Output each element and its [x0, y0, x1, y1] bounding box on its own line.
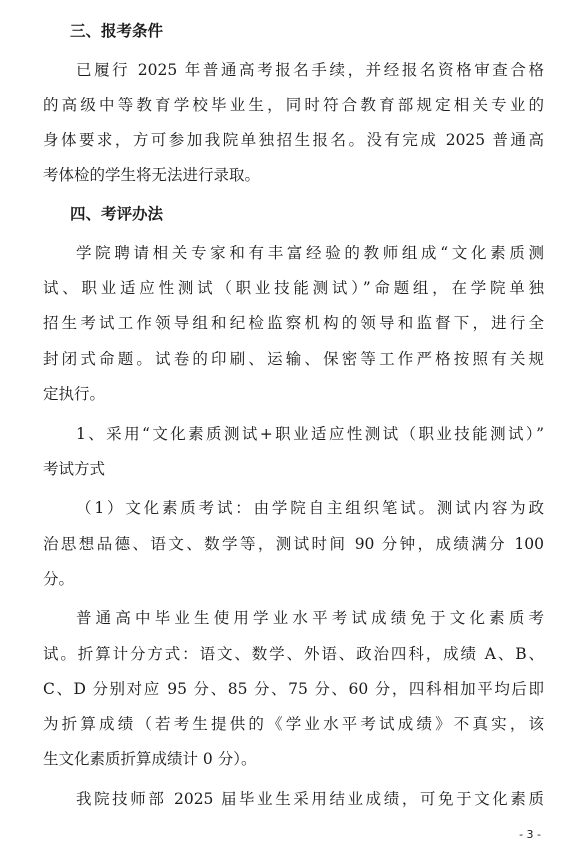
- paragraph-line: 定执行。: [43, 385, 106, 403]
- paragraph-line: 普通高中毕业生使用学业水平考试成绩免于文化素质考: [76, 609, 544, 627]
- paragraph-line: 已履行 2025 年普通高考报名手续，并经报名资格审查合格: [76, 61, 544, 79]
- section-heading-evaluation: 四、考评办法: [70, 205, 164, 223]
- paragraph-line: 学院聘请相关专家和有丰富经验的教师组成“文化素质测: [76, 244, 544, 262]
- page-number: - 3 -: [519, 828, 541, 841]
- sub-item-line: 分。: [43, 570, 75, 588]
- paragraph-line: 试、职业适应性测试（职业技能测试）”命题组，在学院单独: [43, 279, 544, 297]
- paragraph-line: 生文化素质折算成绩计 0 分）。: [43, 750, 257, 768]
- paragraph-line: 的高级中等教育学校毕业生，同时符合教育部规定相关专业的: [43, 96, 544, 114]
- list-item-line: 1、采用“文化素质测试+职业适应性测试（职业技能测试）”: [76, 425, 544, 443]
- sub-item-line: （1）文化素质考试：由学院自主组织笔试。测试内容为政: [76, 499, 544, 517]
- paragraph-line: 为折算成绩（若考生提供的《学业水平考试成绩》不真实，该: [43, 715, 544, 733]
- paragraph-line: 考体检的学生将无法进行录取。: [43, 166, 261, 184]
- section-heading-eligibility: 三、报考条件: [70, 22, 164, 40]
- paragraph-line: 身体要求，方可参加我院单独招生报名。没有完成 2025 普通高: [43, 131, 544, 149]
- sub-item-line: 治思想品德、语文、数学等，测试时间 90 分钟，成绩满分 100: [43, 535, 544, 553]
- paragraph-line: 招生考试工作领导组和纪检监察机构的领导和监督下，进行全: [43, 314, 544, 332]
- paragraph-line: 封闭式命题。试卷的印刷、运输、保密等工作严格按照有关规: [43, 350, 544, 368]
- paragraph-line: 我院技师部 2025 届毕业生采用结业成绩，可免于文化素质: [76, 790, 544, 808]
- paragraph-line: C、D 分别对应 95 分、85 分、75 分、60 分，四科相加平均后即: [43, 680, 544, 698]
- paragraph-line: 试。折算计分方式：语文、数学、外语、政治四科，成绩 A、B、: [43, 645, 544, 663]
- list-item-line: 考试方式: [43, 460, 106, 478]
